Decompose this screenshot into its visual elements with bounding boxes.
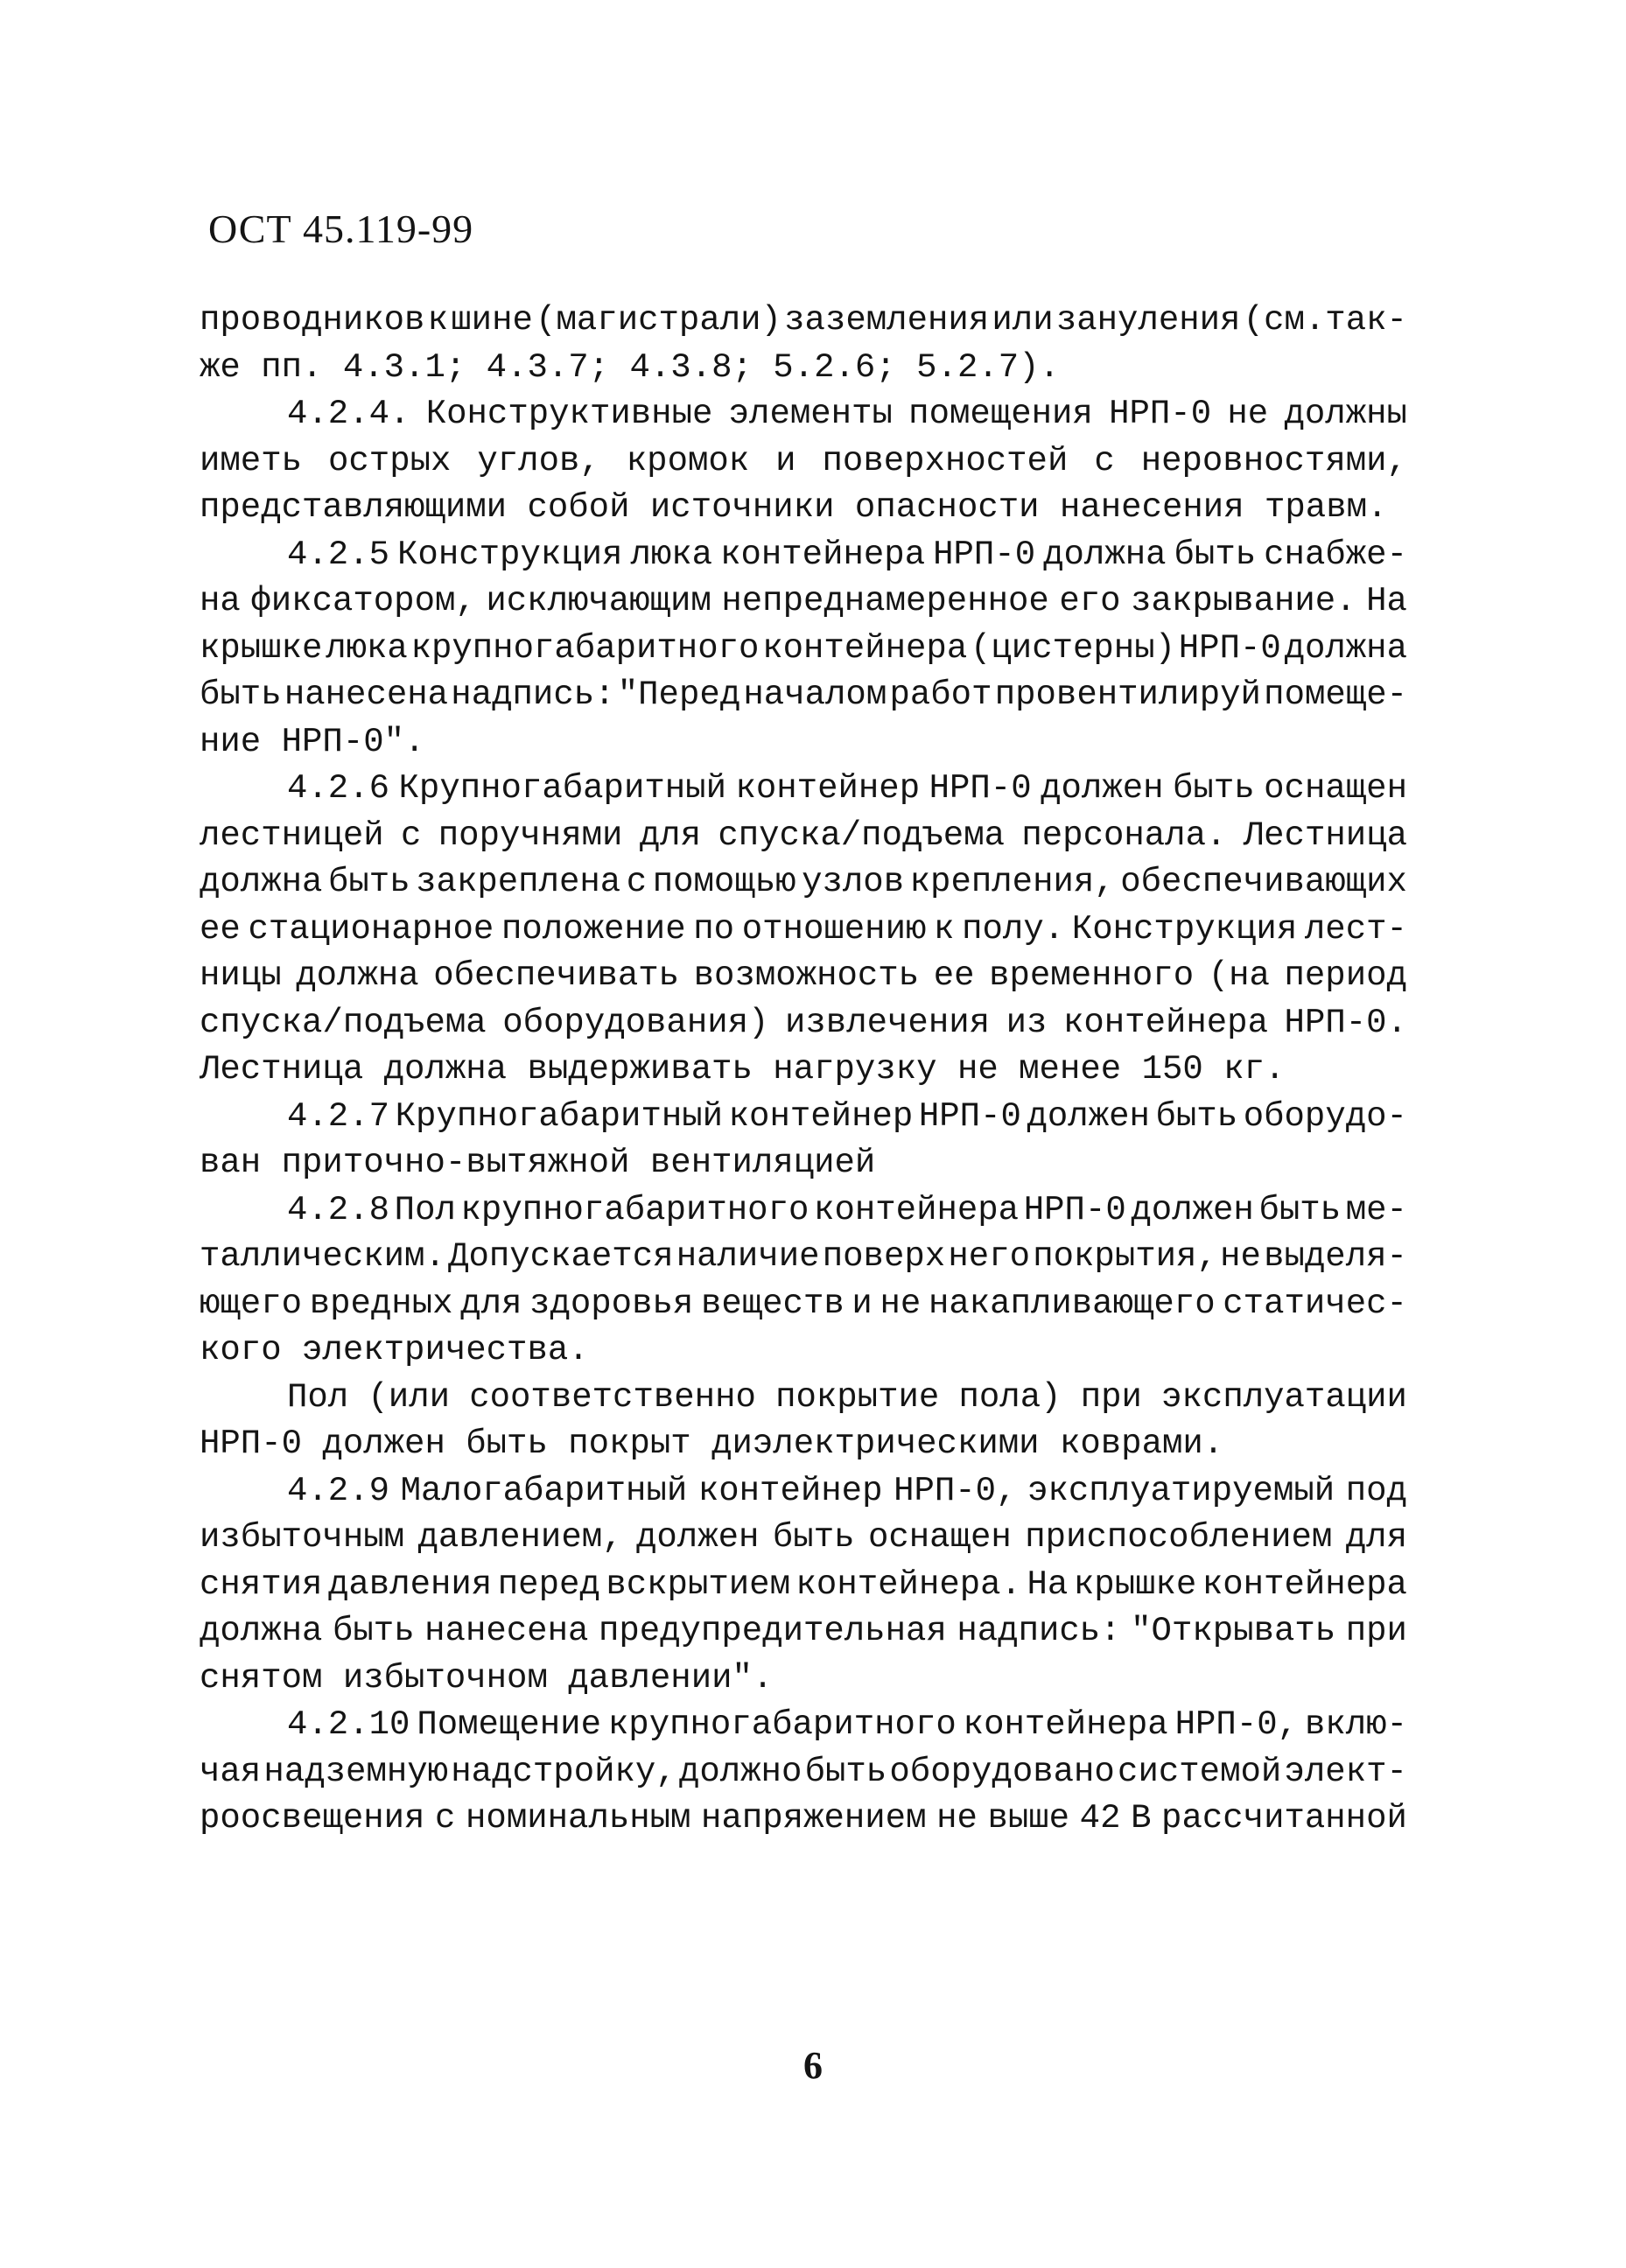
text-line: ние НРП-0". <box>200 722 425 761</box>
text-line: НРП-0 должен быть покрыт диэлектрическими коврами. <box>200 1424 1224 1463</box>
text-line: 4.2.10 Помещение крупногабаритного контейнера НРП-0, вклю- <box>287 1705 1407 1744</box>
text-line: спуска/подъема оборудования) извлечения из контейнера НРП-0. <box>200 1003 1407 1042</box>
page-number: 6 <box>803 2044 823 2087</box>
text-line: 4.2.7 Крупногабаритный контейнер НРП-0 должен быть оборудо- <box>287 1096 1407 1136</box>
text-line: чая надземную надстройку, должно быть оборудовано системой элект- <box>200 1752 1407 1791</box>
document-code-header: ОСТ 45.119-99 <box>208 206 474 251</box>
text-line: избыточным давлением, должен быть оснащен приспособлением для <box>200 1518 1407 1557</box>
text-line: ницы должна обеспечивать возможность ее временного (на период <box>200 956 1407 995</box>
text-line: Пол (или соответственно покрытие пола) при эксплуатации <box>287 1377 1407 1417</box>
text-line: должна быть нанесена предупредительная надпись: "Открывать при <box>200 1612 1407 1650</box>
text-line: же пп. 4.3.1; 4.3.7; 4.3.8; 5.2.6; 5.2.7). <box>200 347 1060 387</box>
document-body <box>200 298 1407 1843</box>
text-line: 4.2.9 Малогабаритный контейнер НРП-0, эксплуатируемый под <box>287 1471 1407 1510</box>
text-line: ван приточно-вытяжной вентиляцией <box>200 1144 876 1182</box>
text-line: иметь острых углов, кромок и поверхностей с неровностями, <box>200 441 1407 480</box>
text-line: роосвещения с номинальным напряжением не выше 42 В рассчитанной <box>200 1799 1407 1838</box>
text-line: ющего вредных для здоровья веществ и не накапливающего статичес- <box>200 1284 1407 1323</box>
text-line: проводников к шине (магистрали) заземления или зануления (см.так- <box>200 301 1407 340</box>
text-line: кого электричества. <box>200 1331 589 1369</box>
text-line: снятия давления перед вскрытием контейнера. На крышке контейнера <box>200 1564 1407 1604</box>
text-line: снятом избыточном давлении". <box>200 1658 774 1698</box>
text-line: должна быть закреплена с помощью узлов крепления, обеспечивающих <box>200 863 1407 901</box>
text-line: быть нанесена надпись: "Перед началом работ провентилируй помеще- <box>200 676 1407 714</box>
text-line: 4.2.5 Конструкция люка контейнера НРП-0 должна быть снабже- <box>287 535 1407 574</box>
text-line: 4.2.4. Конструктивные элементы помещения НРП-0 не должны <box>287 395 1407 433</box>
text-line: 4.2.8 Пол крупногабаритного контейнера НРП-0 должен быть ме- <box>287 1190 1407 1229</box>
text-line: представляющими собой источники опасности нанесения травм. <box>200 488 1388 527</box>
text-line: на фиксатором, исключающим непреднамеренное его закрывание. На <box>200 582 1407 620</box>
text-line: крышке люка крупногабаритного контейнера (цистерны) НРП-0 должна <box>200 628 1407 668</box>
text-line: ее стационарное положение по отношению к полу. Конструкция лест- <box>200 909 1407 948</box>
text-line: лестницей с поручнями для спуска/подъема персонала. Лестница <box>200 816 1407 855</box>
text-line: Лестница должна выдерживать нагрузку не менее 150 кг. <box>200 1050 1286 1088</box>
text-line: таллическим. Допускается наличие поверх него покрытия, не выделя- <box>200 1237 1407 1276</box>
text-line: 4.2.6 Крупногабаритный контейнер НРП-0 должен быть оснащен <box>287 769 1407 808</box>
